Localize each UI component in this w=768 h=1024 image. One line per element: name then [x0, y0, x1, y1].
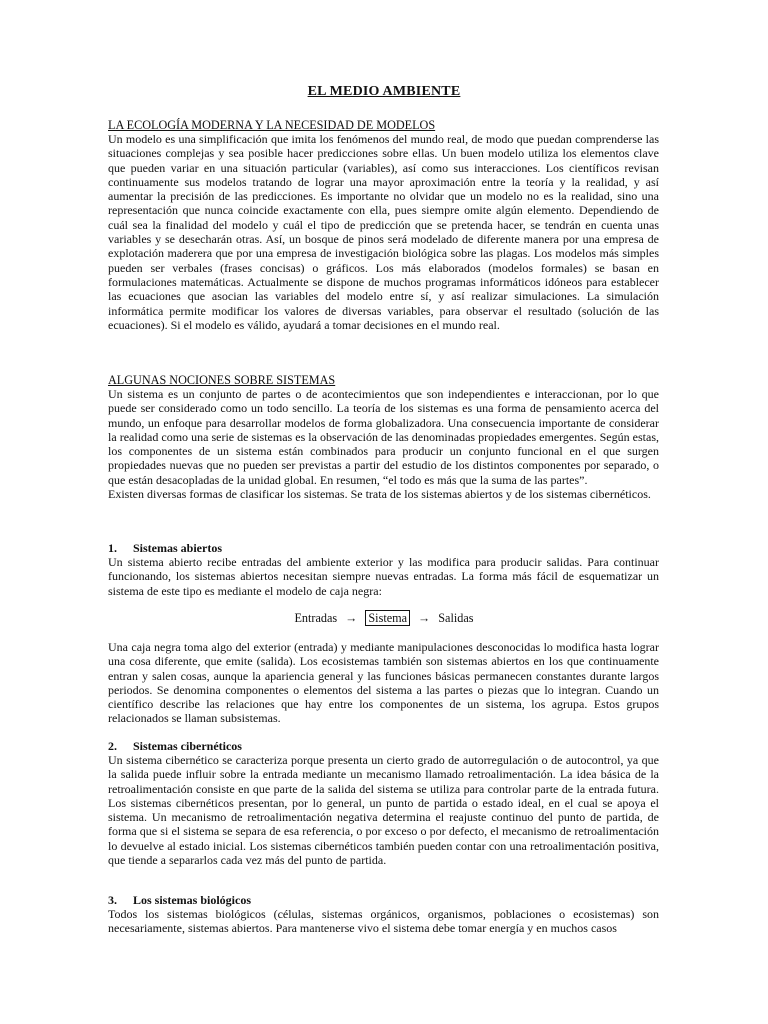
- paragraph-ciberneticos: Un sistema cibernético se caracteriza porque presenta un cierto grado de autorregulación o de autocontrol, ya que la salida puede influir sobre la entrada mediante un mecanismo llamado retroalimentación. La idea básica de la retroalimentación consiste en que parte de la salida del sistema se utiliza para controlar parte de la entrada futura. Los sistemas cibernéticos presentan, por lo general, un punto de partida o estado ideal, en el cual se apoya el sistema. Un mecanismo de retroalimentación negativa determina el reajuste continuo del punto de partida, de forma que si el sistema se separa de esa referencia, o por exceso o por defecto, el mecanismo de retroalimentación lo devuelve al estado inicial. Los sistemas cibernéticos también pueden contar con una retroalimentación positiva, que tiende a separarlos cada vez más del punto de partida.: [108, 753, 659, 868]
- diagram-system-box: Sistema: [365, 610, 410, 626]
- arrow-right-icon: →: [345, 611, 358, 625]
- document-title: EL MEDIO AMBIENTE: [307, 84, 461, 99]
- arrow-right-icon: →: [418, 611, 431, 625]
- paragraph-sistemas-intro: Un sistema es un conjunto de partes o de acontecimientos que son independientes e interaccionan, por lo que puede ser considerado como un todo sencillo. La teoría de los sistemas es una forma de pensamiento acerca del mundo, un enfoque para desarrollar modelos de forma globalizadora. Una consecuencia importante de considerar la realidad como una serie de sistemas es la observación de las denominadas propiedades emergentes. Según estas, los componentes de un sistema están combinados para producir un conjunto funcional en el que surgen propiedades nuevas que no pueden ser previstas a partir del estudio de los distintos componentes por separado, o que están desacopladas de la unidad global. En resumen, “el todo es más que la suma de las partes”.: [108, 387, 659, 487]
- section-ecologia: [108, 118, 659, 332]
- section-heading-ecologia: LA ECOLOGÍA MODERNA Y LA NECESIDAD DE MODELOS: [108, 118, 436, 132]
- diagram-output-label: Salidas: [438, 611, 474, 625]
- paragraph-modelos: Un modelo es una simplificación que imita los fenómenos del mundo real, de modo que puedan comprenderse las situaciones complejas y sea posible hacer predicciones sobre ellas. Un buen modelo utiliza los elementos clave que pueden variar en una situación particular (variables), así como sus interacciones. Los científicos revisan continuamente sus modelos tratando de lograr una mayor aproximación entre la teoría y la realidad, y así aumentar la precisión de las predicciones. Es importante no olvidar que un modelo no es la realidad, sino una representación que nunca coincide exactamente con ella, pues siempre omite algún elemento. Dependiendo de cuál sea la finalidad del modelo y cuál el tipo de predicción que se pretenda hacer, se tendrán en cuenta unas variables y se desecharán otras. Así, un bosque de pinos será modelado de diferente manera por una empresa de explotación maderera que por una empresa de investigación biológica sobre las plagas. Los modelos más simples pueden ser verbales (frases concisas) o gráficos. Los más elaborados (modelos formales) se basan en formulaciones matemáticas. Actualmente se dispone de muchos programas informáticos idóneos para establecer las ecuaciones que asocian las variables del modelo entre sí, y así realizar simulaciones. La simulación informática permite modificar los valores de diversas variables, para observar el resultado (solución de las ecuaciones). Si el modelo es válido, ayudará a tomar decisiones en el mundo real.: [108, 132, 659, 332]
- paragraph-caja-negra: Una caja negra toma algo del exterior (entrada) y mediante manipulaciones desconocidas lo modifica hasta lograr una cosa diferente, que emite (salida). Los ecosistemas también son sistemas abiertos en los que continuamente entran y salen cosas, aunque la apariencia general y las funciones básicas permanecen constantes durante largos periodos. Se denomina componentes o elementos del sistema a las partes o piezas que lo integran. Cuando un científico describe las relaciones que hay entre los componentes de un sistema, los agrupa. Estos grupos relacionados se llaman subsistemas.: [108, 640, 659, 726]
- subsection-number: 2.: [108, 739, 117, 753]
- paragraph-biologicos: Todos los sistemas biológicos (células, sistemas orgánicos, organismos, poblaciones o ecosistemas) son necesariamente, sistemas abiertos. Para mantenerse vivo el sistema debe tomar energía y en muchos casos: [108, 907, 659, 936]
- subsection-number: 1.: [108, 541, 117, 555]
- subsection-sistemas-abiertos: [108, 541, 659, 598]
- subsection-number: 3.: [108, 893, 117, 907]
- subsection-title: Sistemas cibernéticos: [133, 739, 242, 753]
- subsection-heading-ciberneticos: [108, 739, 659, 753]
- subsection-heading-biologicos: [108, 893, 659, 907]
- section-sistemas: [108, 373, 659, 501]
- diagram-input-label: Entradas: [294, 611, 338, 625]
- paragraph-abiertos: Un sistema abierto recibe entradas del ambiente exterior y las modifica para producir salidas. Para continuar funcionando, los sistemas abiertos necesitan siempre nuevas entradas. La forma más fácil de esquematizar un sistema de este tipo es mediante el modelo de caja negra:: [108, 555, 659, 598]
- paragraph-clasificacion: Existen diversas formas de clasificar los sistemas. Se trata de los sistemas abiertos y de los sistemas cibernéticos.: [108, 487, 651, 502]
- paragraph-caja-negra-block: [108, 640, 659, 726]
- subsection-sistemas-biologicos: [108, 893, 659, 936]
- black-box-diagram: [0, 610, 768, 626]
- subsection-title: Los sistemas biológicos: [133, 893, 252, 907]
- subsection-sistemas-ciberneticos: [108, 739, 659, 867]
- subsection-heading-abiertos: [108, 541, 659, 555]
- subsection-title: Sistemas abiertos: [133, 541, 222, 555]
- section-heading-sistemas: ALGUNAS NOCIONES SOBRE SISTEMAS: [108, 373, 336, 387]
